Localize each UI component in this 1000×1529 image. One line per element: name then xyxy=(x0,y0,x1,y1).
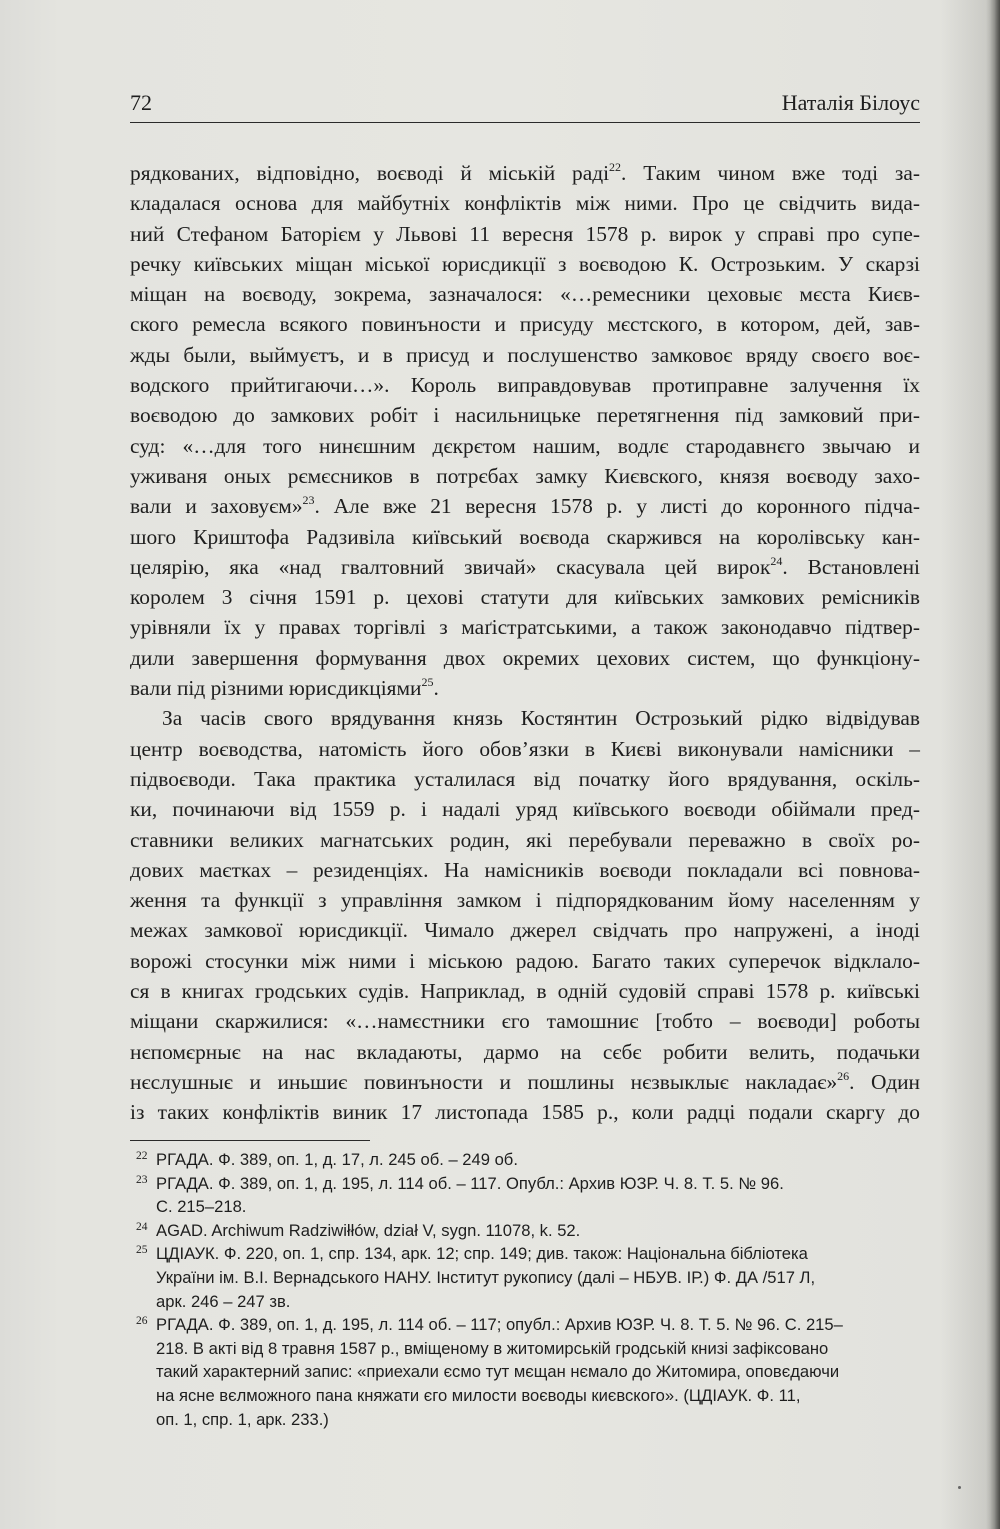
footnote-line: 218. В акті від 8 травня 1587 р., вміщеному в житомирській гродській книзі зафіксовано xyxy=(156,1338,829,1358)
paragraph-2 xyxy=(130,703,920,1127)
text-line: ского ремесла всякого повинъности и присуду мєстского, в котором, дей, зав- xyxy=(130,312,920,337)
footnote-ref-24[interactable]: 24 xyxy=(770,553,783,568)
footnote-24 xyxy=(130,1219,920,1243)
text-line: вали и заховуєм»$^{23}$. Але вже 21 вересня 1578 р. у листі до коронного підча- xyxy=(130,493,921,519)
text-line: дили завершення формування двох окремих цехових систем, що функціону- xyxy=(130,645,920,670)
text-line: королем 3 січня 1591 р. цехові статути для київських замкових ремісників xyxy=(130,585,920,610)
running-head-author: Наталія Білоус xyxy=(781,90,920,115)
footnote-line: РГАДА. Ф. 389, оп. 1, д. 17, л. 245 об. – 249 об. xyxy=(156,1150,518,1169)
text-line: центр воєводства, натомість його обов’язки в Києві виконували намісники – xyxy=(130,736,920,761)
text-line: міщани скаржилися: «…намєстники єго тамошниє [тобто – воєводи] роботы xyxy=(130,1009,920,1034)
footnote-line: такий характерний запис: «приехали єсмо тут мєщан нємало до Житомира, оповєдаючи xyxy=(156,1362,840,1382)
text-line: За часів свого врядування князь Костянтин Острозький рідко відвідував xyxy=(162,706,920,731)
text-line: урівняли їх у правах торгівлі з маґістратськими, а також законодавчо підтвер- xyxy=(130,615,920,640)
text-line: воєводою до замкових робіт і насильницьке перетягнення під замковий при- xyxy=(130,403,920,428)
main-text xyxy=(130,158,920,1128)
text-line: ження та функції з управління замком і підпорядкованим йому населенням у xyxy=(130,888,920,913)
footnote-ref-26[interactable]: 26 xyxy=(837,1068,850,1083)
footnote-26 xyxy=(130,1313,920,1431)
text-line: суд: «…для того нинєшним дєкрєтом нашим, водлє стародавнєго звычаю и xyxy=(130,433,920,458)
footnotes xyxy=(130,1148,920,1431)
footnote-25 xyxy=(130,1242,920,1313)
text-line: міщан на воєводу, зокрема, зазначалося: «…ремесники цеховыє мєста Києв- xyxy=(130,282,920,307)
footnote-line: арк. 246 – 247 зв. xyxy=(156,1291,291,1311)
page-header xyxy=(130,86,920,123)
footnote-line: ЦДІАУК. Ф. 220, оп. 1, спр. 134, арк. 12; спр. 149; див. також: Національна бібліотека xyxy=(156,1244,808,1264)
text-line: уживаня оных рємєсников в потрєбах замку Києвского, князя воєводу захо- xyxy=(130,463,920,488)
footnote-line: на ясне вєлможного пана княжати єго милости воєводы києвского». (ЦДІАУК. Ф. 11, xyxy=(156,1385,801,1405)
text-line: нєпомєрныє на нас вкладаюты, дармо на сєбє робити велить, подачьки xyxy=(130,1039,920,1064)
footnote-line: С. 215–218. xyxy=(156,1197,247,1217)
footnote-ref-23[interactable]: 23 xyxy=(302,493,315,508)
text-line: ставники великих магнатських родин, які перебували переважно в своїх ро- xyxy=(130,827,920,852)
text-line: ся в книгах гродських судів. Наприклад, в одній судовій справі 1578 р. київські xyxy=(130,979,920,1004)
text-line: межах замкової юрисдикції. Чимало джерел свідчать про напружені, а іноді xyxy=(130,918,920,943)
footnote-number: 22 xyxy=(136,1150,148,1162)
footnote-number: 26 xyxy=(136,1315,148,1328)
text-line: водского прийтигаючи…». Король виправдовував протиправне залучення їх xyxy=(130,373,920,398)
text-line: шого Криштофа Радзивіла київський воєвода скаржився на королівську кан- xyxy=(130,524,920,549)
text-line: із таких конфліктів виник 17 листопада 1585 р., коли радці подали скаргу до xyxy=(130,1100,920,1125)
book-spine-shadow xyxy=(986,0,1000,1529)
text-line: нєслушныє и иньшиє повинъности и пошлины нєзвыклыє накладає»$^{26}$. Один xyxy=(130,1068,921,1094)
footnote-line: України ім. В.І. Вернадського НАНУ. Інститут рукопису (далі – НБУВ. ІР.) Ф. ДА /517 Л, xyxy=(156,1267,816,1287)
text-line: вали під різними юрисдикціями$^{25}$. xyxy=(130,675,439,701)
footnote-ref-25[interactable]: 25 xyxy=(421,675,434,690)
footnote-line: РГАДА. Ф. 389, оп. 1, д. 195, л. 114 об. – 117. Опубл.: Архив ЮЗР. Ч. 8. Т. 5. № 96. xyxy=(156,1173,784,1193)
footnote-number: 25 xyxy=(136,1244,148,1257)
footnote-line: оп. 1, спр. 1, арк. 233.) xyxy=(156,1409,329,1429)
text-line: жды были, выймуєтъ, и в присуд и послушенство замковоє вряду своєго воє- xyxy=(130,342,920,367)
text-line: рядкованих, відповідно, воєводі й міській раді$^{22}$. Таким чином вже тоді за- xyxy=(130,160,921,185)
text-line: кладалася основа для майбутніх конфліктів між ними. Про це свідчить вида- xyxy=(130,191,920,216)
footnote-separator xyxy=(130,1140,370,1141)
footnote-number: 23 xyxy=(136,1173,148,1186)
footnote-number: 24 xyxy=(136,1220,148,1233)
scan-speck xyxy=(958,1486,961,1489)
text-line: ний Стефаном Баторієм у Львові 11 вересня 1578 р. вирок у справі про супе- xyxy=(130,221,920,246)
paragraph-1 xyxy=(130,158,920,703)
page-number: 72 xyxy=(130,90,152,115)
footnote-22 xyxy=(130,1148,920,1172)
text-line: целярію, яка «над гвалтовний звичай» скасувала цей вирок$^{24}$. Встановлені xyxy=(130,553,920,579)
text-line: підвоєводи. Така практика усталилася від початку його врядування, оскіль- xyxy=(130,766,920,791)
footnote-line: AGAD. Archiwum Radziwiłłów, dział V, sygn. 11078, k. 52. xyxy=(156,1220,581,1240)
footnote-line: РГАДА. Ф. 389, оп. 1, д. 195, л. 114 об. – 117; опубл.: Архив ЮЗР. Ч. 8. Т. 5. № 96. С. 215– xyxy=(156,1315,843,1335)
text-line: речку київських міщан міської юрисдикції з воєводою К. Острозьким. У скарзі xyxy=(130,251,920,276)
text-line: ворожі стосунки між ними і міською радою. Багато таких суперечок відклало- xyxy=(130,948,920,973)
footnote-ref-22[interactable]: 22 xyxy=(609,160,622,174)
text-line: ки, починаючи від 1559 р. і надалі уряд київського воєводи обіймали пред- xyxy=(130,797,920,822)
footnote-23 xyxy=(130,1172,920,1219)
text-line: дових маєтках – резиденціях. На намісників воєводи покладали всі повнова- xyxy=(130,857,920,882)
